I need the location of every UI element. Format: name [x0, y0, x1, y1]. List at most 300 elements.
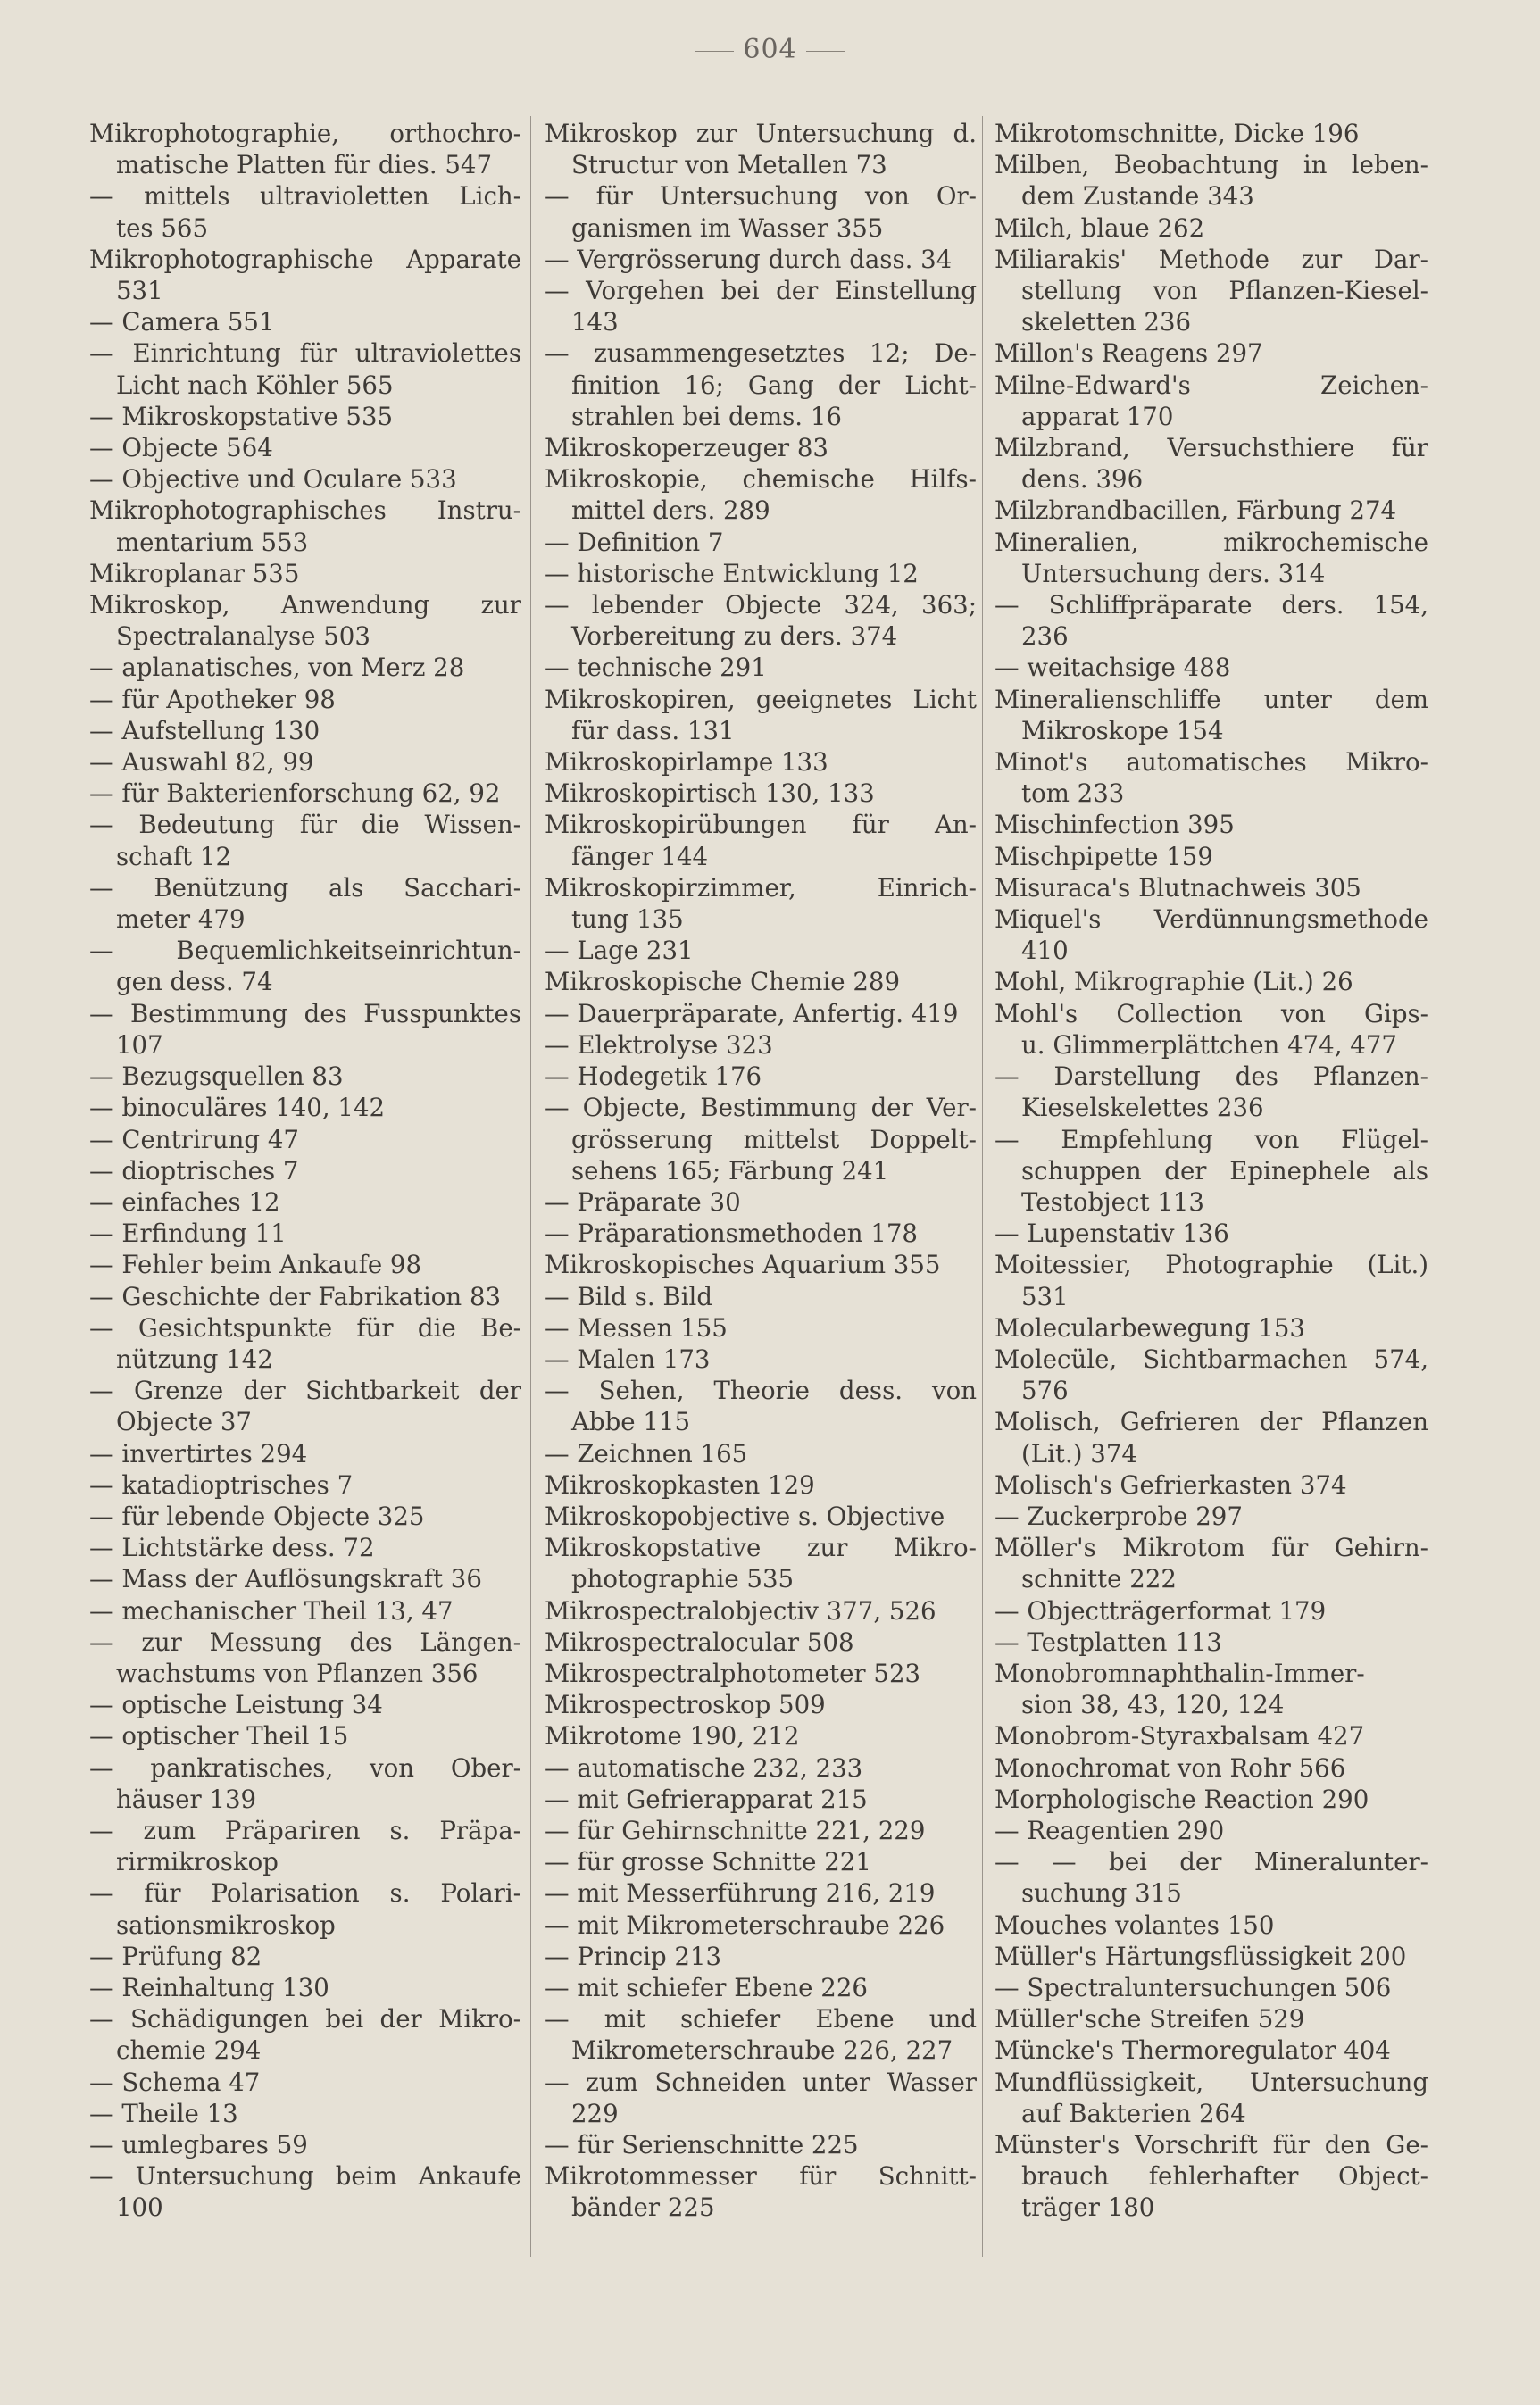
index-entry-line: Müller's Härtungsflüssigkeit 200: [995, 1941, 1407, 1971]
index-entry-line: — umlegbares 59: [89, 2130, 308, 2160]
index-entry: [89, 1312, 521, 1375]
index-entry-continuation: Licht nach Köhler 565: [116, 370, 394, 400]
index-entry-line: — pankratisches, von Ober-: [89, 1752, 521, 1783]
index-entry: [89, 1877, 521, 1940]
index-entry-continuation: gen dess. 74: [116, 967, 273, 997]
index-entry: [995, 244, 1428, 338]
index-entry-line: — Bequemlichkeitseinrichtun-: [89, 936, 521, 966]
index-entry-line: — optische Leistung 34: [89, 1690, 383, 1720]
index-entry-line: — Geschichte der Fabrikation 83: [89, 1281, 502, 1311]
index-entry-continuation: auf Bakterien 264: [1021, 2098, 1246, 2128]
index-entry-continuation: (Lit.) 374: [1021, 1438, 1137, 1469]
index-entry-continuation: träger 180: [1021, 2193, 1155, 2223]
index-entry: [995, 432, 1428, 495]
index-entry-line: — zusammengesetztes 12; De-: [545, 338, 977, 369]
index-entry-continuation: Vorbereitung zu ders. 374: [571, 621, 898, 652]
index-entry: [89, 872, 521, 935]
index-entry-line: Müncke's Thermoregulator 404: [995, 2035, 1391, 2066]
index-entry: [995, 1910, 1428, 1941]
index-entry: [995, 684, 1428, 746]
index-entry-continuation: rirmikroskop: [116, 1847, 279, 1877]
index-entry: [89, 684, 521, 715]
index-entry-continuation: meter 479: [116, 904, 246, 935]
index-entry: [545, 1910, 977, 1941]
index-entry-line: — Erfindung 11: [89, 1219, 287, 1249]
index-entry-line: — mittels ultravioletten Lich-: [89, 181, 521, 212]
index-entry-line: Milzbrandbacillen, Färbung 274: [995, 495, 1397, 526]
index-entry-line: — Objectträgerformat 179: [995, 1595, 1327, 1626]
index-entry: [545, 1627, 977, 1658]
index-entry: [545, 998, 977, 1029]
index-entry-continuation: nützung 142: [116, 1344, 273, 1374]
index-entry-line: Morphologische Reaction 290: [995, 1784, 1369, 1814]
index-entry-continuation: Kieselskelettes 236: [1021, 1093, 1264, 1123]
index-entry-line: — Testplatten 113: [995, 1627, 1222, 1657]
index-entry: [545, 2067, 977, 2129]
index-entry: [995, 370, 1428, 432]
index-entry: [995, 1501, 1428, 1532]
index-entry-continuation: Objecte 37: [116, 1407, 252, 1437]
index-entry-line: Miliarakis' Methode zur Dar-: [995, 244, 1428, 274]
index-entry-continuation: 410: [1021, 936, 1069, 966]
index-entry: [89, 1941, 521, 1972]
index-entry: [545, 746, 977, 778]
index-entry: [545, 275, 977, 337]
index-entry: [995, 1061, 1428, 1123]
index-entry: [545, 558, 977, 589]
index-entry-line: Misuraca's Blutnachweis 305: [995, 872, 1361, 903]
index-entry: [545, 684, 977, 746]
index-entry: [995, 1595, 1428, 1627]
index-entry-line: — Bestimmung des Fusspunktes: [89, 998, 521, 1028]
index-entry-line: — Bedeutung für die Wissen-: [89, 810, 521, 840]
index-entry-line: Mikroskopstative zur Mikro-: [545, 1533, 977, 1563]
index-entry-line: — Untersuchung beim Ankaufe: [89, 2161, 521, 2192]
index-entry: [89, 1155, 521, 1186]
index-entry-continuation: 531: [116, 276, 163, 306]
index-entry-line: Mikroplanar 535: [89, 558, 300, 588]
index-entry-line: — Objective und Oculare 533: [89, 464, 457, 495]
page-number-text: 604: [743, 34, 797, 65]
index-entry: [545, 1438, 977, 1469]
index-entry: [995, 998, 1428, 1061]
index-entry: [545, 1752, 977, 1784]
index-entry: [995, 1815, 1428, 1846]
index-entry: [995, 1658, 1428, 1720]
index-entry: [995, 1972, 1428, 2003]
index-entry-line: — mit schiefer Ebene und: [545, 2004, 977, 2035]
index-entry-line: — mit Messerführung 216, 219: [545, 1878, 936, 1909]
index-entry-line: — mit Gefrierapparat 215: [545, 1784, 868, 1814]
index-entry-line: — dioptrisches 7: [89, 1155, 299, 1186]
index-entry-line: Monobromnaphthalin-Immer-: [995, 1658, 1365, 1688]
index-entry: [89, 495, 521, 557]
index-entry-line: — Auswahl 82, 99: [89, 747, 314, 778]
index-entry-line: — invertirtes 294: [89, 1438, 308, 1469]
index-entry-line: Mikroskopirzimmer, Einrich-: [545, 872, 977, 903]
index-entry-line: Mikrospectralphotometer 523: [545, 1658, 921, 1688]
index-entry-continuation: 229: [571, 2098, 619, 2128]
index-entry-continuation: finition 16; Gang der Licht-: [571, 370, 977, 400]
index-entry-line: Molecularbewegung 153: [995, 1312, 1305, 1343]
index-entry-continuation: sationsmikroskop: [116, 1910, 336, 1940]
index-entry: [995, 809, 1428, 840]
index-entry-line: — Lage 231: [545, 936, 694, 966]
index-entry: [545, 1815, 977, 1846]
index-entry-line: Molisch, Gefrieren der Pflanzen: [995, 1407, 1428, 1437]
index-entry: [89, 935, 521, 997]
index-entry-line: Mischpipette 159: [995, 841, 1213, 871]
index-entry-line: — Präparate 30: [545, 1186, 741, 1217]
index-entry-line: — Reinhaltung 130: [89, 1972, 329, 2002]
index-entry: [995, 2003, 1428, 2035]
index-entry-line: Minot's automatisches Mikro-: [995, 747, 1428, 778]
index-entry-continuation: wachstums von Pflanzen 356: [116, 1658, 479, 1688]
index-entry: [89, 2129, 521, 2160]
index-entry-continuation: 531: [1021, 1281, 1069, 1311]
index-entry-line: Miquel's Verdünnungsmethode: [995, 904, 1428, 935]
index-entry-line: — Einrichtung für ultraviolettes: [89, 338, 521, 369]
index-entry: [89, 2098, 521, 2129]
index-entry-line: Mineralienschliffe unter dem: [995, 684, 1428, 714]
index-entry: [545, 1846, 977, 1877]
index-entry: [545, 1532, 977, 1594]
index-entry: [995, 1720, 1428, 1752]
index-entry: [995, 2129, 1428, 2224]
index-entry: [545, 1061, 977, 1092]
index-entry: [995, 118, 1428, 149]
index-entry: [995, 1941, 1428, 1972]
index-entry: [89, 998, 521, 1061]
index-entry: [995, 1312, 1428, 1344]
index-entry-line: — für Polarisation s. Polari-: [89, 1878, 521, 1909]
index-entry-line: Mikroskopiren, geeignetes Licht: [545, 684, 977, 714]
index-entry-line: — zum Präpariren s. Präpa-: [89, 1815, 521, 1845]
index-entry-line: — lebender Objecte 324, 363;: [545, 590, 977, 620]
index-entry-line: Mohl, Mikrographie (Lit.) 26: [995, 967, 1353, 997]
index-entry: [89, 1438, 521, 1469]
dash-left: [695, 51, 734, 52]
index-entry-continuation: schaft 12: [116, 841, 232, 871]
index-entry: [89, 2067, 521, 2098]
index-entry-continuation: Mikrometerschraube 226, 227: [571, 2035, 953, 2066]
index-entry: [545, 935, 977, 966]
index-entry-continuation: brauch fehlerhafter Object-: [1021, 2161, 1428, 2192]
index-entry-line: — automatische 232, 233: [545, 1752, 863, 1783]
index-entry: [545, 180, 977, 243]
index-entry-line: Monochromat von Rohr 566: [995, 1752, 1346, 1783]
index-entry-continuation: Testobject 113: [1021, 1186, 1204, 1217]
index-entry-line: — für lebende Objecte 325: [89, 1501, 425, 1531]
column-divider-1: [530, 116, 531, 2257]
index-entry: [995, 746, 1428, 809]
index-column-1: [89, 118, 521, 2260]
index-entry-continuation: 236: [1021, 621, 1069, 652]
index-entry: [545, 1375, 977, 1437]
index-entry-continuation: chemie 294: [116, 2035, 262, 2066]
index-entry-line: — Hodegetik 176: [545, 1061, 762, 1092]
index-entry: [545, 337, 977, 432]
index-entry: [545, 432, 977, 463]
index-entry: [89, 1689, 521, 1720]
index-entry-line: — Lupenstativ 136: [995, 1219, 1229, 1249]
index-entry: [995, 1249, 1428, 1311]
index-entry-continuation: dens. 396: [1021, 464, 1144, 495]
index-entry-line: Müller'sche Streifen 529: [995, 2004, 1305, 2035]
index-entry: [545, 1218, 977, 1249]
index-entry: [89, 1501, 521, 1532]
index-entry: [545, 1186, 977, 1218]
index-entry: [545, 589, 977, 652]
index-entry-continuation: u. Glimmerplättchen 474, 477: [1021, 1029, 1397, 1060]
index-entry: [995, 872, 1428, 903]
index-entry-line: Monobrom-Styraxbalsam 427: [995, 1721, 1365, 1752]
index-entry: [89, 1218, 521, 1249]
index-entry: [995, 841, 1428, 872]
index-entry: [545, 463, 977, 526]
index-entry: [545, 1029, 977, 1061]
index-entry: [545, 778, 977, 809]
index-entry-line: — für Bakterienforschung 62, 92: [89, 778, 501, 809]
index-entry-line: — historische Entwicklung 12: [545, 558, 919, 588]
index-entry-line: Mineralien, mikrochemische: [995, 527, 1428, 557]
index-entry: [89, 1563, 521, 1594]
index-entry-line: — Grenze der Sichtbarkeit der: [89, 1376, 521, 1406]
index-entry: [89, 180, 521, 243]
index-entry-line: Millon's Reagens 297: [995, 338, 1263, 369]
index-entry-line: — Darstellung des Pflanzen-: [995, 1061, 1428, 1092]
index-entry: [89, 809, 521, 871]
index-entry-line: — Zuckerprobe 297: [995, 1501, 1243, 1531]
index-entry-line: Mikroskopirtisch 130, 133: [545, 778, 875, 809]
index-entry: [995, 1344, 1428, 1406]
index-entry-line: — Empfehlung von Flügel-: [995, 1124, 1428, 1154]
index-entry: [545, 2003, 977, 2066]
index-entry-continuation: mentarium 553: [116, 527, 309, 557]
index-entry: [89, 1124, 521, 1155]
index-entry: [545, 2129, 977, 2160]
index-entry-line: Mikrotome 190, 212: [545, 1721, 800, 1752]
index-entry-line: — Lichtstärke dess. 72: [89, 1533, 375, 1563]
index-entry: [89, 1627, 521, 1689]
index-entry-line: — Prüfung 82: [89, 1941, 262, 1971]
index-entry-line: Moitessier, Photographie (Lit.): [995, 1250, 1428, 1280]
index-entry-line: Mikroskoperzeuger 83: [545, 433, 828, 463]
index-entry-continuation: photographie 535: [571, 1564, 795, 1594]
index-entry-line: Mikroskop, Anwendung zur: [89, 590, 521, 620]
index-entry-line: — für Serienschnitte 225: [545, 2130, 859, 2160]
index-entry: [995, 1124, 1428, 1219]
index-entry-line: — für Untersuchung von Or-: [545, 181, 977, 212]
index-entry-line: Mikroskopisches Aquarium 355: [545, 1250, 941, 1280]
index-entry-line: Mikrotomschnitte, Dicke 196: [995, 119, 1360, 148]
index-entry-line: Milben, Beobachtung in leben-: [995, 150, 1428, 180]
index-entry-line: — Schema 47: [89, 2067, 261, 2097]
index-entry-line: — binoculäres 140, 142: [89, 1093, 386, 1123]
index-entry-continuation: Mikroskope 154: [1021, 715, 1224, 745]
index-entry: [545, 1092, 977, 1186]
index-entry: [89, 1815, 521, 1877]
index-entry-line: — Aufstellung 130: [89, 715, 320, 745]
index-entry-line: — Gesichtspunkte für die Be-: [89, 1312, 521, 1343]
index-entry-continuation: stellung von Pflanzen-Kiesel-: [1021, 276, 1428, 306]
index-entry-continuation: sion 38, 43, 120, 124: [1021, 1690, 1285, 1720]
index-entry-continuation: Spectralanalyse 503: [116, 621, 370, 652]
index-entry-continuation: apparat 170: [1021, 401, 1174, 431]
index-entry: [545, 118, 977, 180]
index-entry-continuation: ganismen im Wasser 355: [571, 212, 884, 243]
index-entry-line: Milne-Edward's Zeichen-: [995, 370, 1428, 400]
index-entry: [545, 1877, 977, 1909]
index-entry: [995, 1752, 1428, 1784]
index-entry-line: Molisch's Gefrierkasten 374: [995, 1469, 1347, 1500]
index-entry: [995, 903, 1428, 966]
index-entry: [545, 1469, 977, 1501]
index-entry-continuation: tes 565: [116, 212, 209, 243]
index-entry-line: — Messen 155: [545, 1312, 728, 1343]
index-entry: [995, 1406, 1428, 1469]
index-entry-line: Mikrophotographie, orthochro-: [89, 119, 521, 148]
dash-right: [806, 51, 845, 52]
index-entry-continuation: mittel ders. 289: [571, 495, 770, 526]
index-entry-line: — katadioptrisches 7: [89, 1469, 354, 1500]
index-entry: [89, 652, 521, 683]
index-entry: [545, 1281, 977, 1312]
index-entry: [995, 1532, 1428, 1594]
index-entry: [995, 652, 1428, 683]
column-divider-2: [982, 116, 983, 2257]
index-entry-continuation: 576: [1021, 1376, 1069, 1406]
index-entry-line: — aplanatisches, von Merz 28: [89, 653, 465, 683]
index-entry: [545, 1658, 977, 1689]
index-entry: [995, 2067, 1428, 2129]
index-entry: [545, 1941, 977, 1972]
index-entry-line: — Zeichnen 165: [545, 1438, 748, 1469]
index-entry-line: Möller's Mikrotom für Gehirn-: [995, 1533, 1428, 1563]
index-entry-continuation: Structur von Metallen 73: [571, 150, 887, 180]
index-entry: [545, 1344, 977, 1375]
index-entry-line: Milch, blaue 262: [995, 212, 1205, 243]
page-number: [0, 34, 1540, 65]
index-entry-line: — Bezugsquellen 83: [89, 1061, 344, 1092]
index-entry: [89, 2003, 521, 2066]
index-entry: [545, 652, 977, 683]
index-entry-continuation: sehens 165; Färbung 241: [571, 1155, 889, 1186]
index-entry: [995, 1784, 1428, 1815]
index-entry-line: — Fehler beim Ankaufe 98: [89, 1250, 422, 1280]
index-entry-line: — Vorgehen bei der Einstellung: [545, 276, 977, 306]
index-entry-line: — Bild s. Bild: [545, 1281, 713, 1311]
index-entry-line: — mit schiefer Ebene 226: [545, 1972, 868, 2002]
index-entry: [545, 809, 977, 871]
index-entry-line: — optischer Theil 15: [89, 1721, 349, 1752]
index-entry: [89, 589, 521, 652]
index-entry-continuation: dem Zustande 343: [1021, 181, 1254, 212]
index-entry-continuation: Abbe 115: [571, 1407, 691, 1437]
index-entry-continuation: tom 233: [1021, 778, 1125, 809]
index-column-2: [545, 118, 977, 2260]
index-entry-line: Mischinfection 395: [995, 810, 1235, 840]
index-entry-line: Mikrospectralobjectiv 377, 526: [545, 1595, 936, 1626]
index-entry-line: — Definition 7: [545, 527, 724, 557]
index-entry: [995, 589, 1428, 652]
index-entry-line: — mit Mikrometerschraube 226: [545, 1910, 945, 1940]
index-entry-line: — für grosse Schnitte 221: [545, 1847, 871, 1877]
index-entry-continuation: grösserung mittelst Doppelt-: [571, 1124, 977, 1154]
index-entry: [545, 1689, 977, 1720]
index-entry-line: Mikrospectroskop 509: [545, 1690, 826, 1720]
index-entry: [89, 778, 521, 809]
index-entry: [89, 2160, 521, 2223]
index-entry: [89, 118, 521, 180]
index-entry-continuation: tung 135: [571, 904, 684, 935]
index-entry-line: — Malen 173: [545, 1344, 711, 1374]
index-entry-line: Mikrophotographische Apparate: [89, 244, 521, 274]
index-entry-line: — Mikroskopstative 535: [89, 401, 394, 431]
index-entry-continuation: 100: [116, 2193, 163, 2223]
index-entry-line: Mohl's Collection von Gips-: [995, 998, 1428, 1028]
index-entry: [995, 2035, 1428, 2066]
index-entry: [995, 495, 1428, 526]
index-entry-line: Milzbrand, Versuchsthiere für: [995, 433, 1428, 463]
index-entry: [995, 149, 1428, 212]
index-entry-line: — weitachsige 488: [995, 653, 1231, 683]
index-entry-continuation: schuppen der Epinephele als: [1021, 1155, 1428, 1186]
index-entry-line: — Centrirung 47: [89, 1124, 299, 1154]
index-entry: [89, 1092, 521, 1123]
index-entry-line: — Dauerpräparate, Anfertig. 419: [545, 998, 959, 1028]
index-entry-line: — technische 291: [545, 653, 767, 683]
index-entry: [545, 872, 977, 935]
index-entry-line: — zum Schneiden unter Wasser: [545, 2067, 977, 2097]
index-entry-continuation: schnitte 222: [1021, 1564, 1177, 1594]
index-entry: [995, 212, 1428, 244]
index-entry-continuation: für dass. 131: [571, 715, 735, 745]
index-entry-line: — Schliffpräparate ders. 154,: [995, 590, 1428, 620]
index-entry: [89, 306, 521, 337]
index-entry: [89, 244, 521, 306]
index-entry-line: Mouches volantes 150: [995, 1910, 1275, 1940]
index-entry-line: Mundflüssigkeit, Untersuchung: [995, 2067, 1428, 2097]
index-entry: [89, 558, 521, 589]
index-entry: [545, 1972, 977, 2003]
index-entry: [89, 1061, 521, 1092]
index-entry: [89, 463, 521, 495]
index-entry-continuation: häuser 139: [116, 1784, 257, 1814]
index-entry-continuation: matische Platten für dies. 547: [116, 150, 493, 180]
index-entry-continuation: Untersuchung ders. 314: [1021, 558, 1326, 588]
index-entry: [89, 715, 521, 746]
index-entry-line: Mikroskop zur Untersuchung d.: [545, 119, 977, 148]
index-entry-continuation: fänger 144: [571, 841, 709, 871]
index-entry: [545, 1312, 977, 1344]
index-entry: [89, 1532, 521, 1563]
index-entry-line: — Reagentien 290: [995, 1815, 1225, 1845]
index-entry: [89, 1720, 521, 1752]
index-entry: [89, 337, 521, 400]
index-entry-line: — Schädigungen bei der Mikro-: [89, 2004, 521, 2035]
index-entry-line: — für Apotheker 98: [89, 684, 336, 714]
index-entry: [995, 1218, 1428, 1249]
index-entry-continuation: skeletten 236: [1021, 307, 1192, 337]
index-entry: [545, 1501, 977, 1532]
index-entry: [545, 2160, 977, 2223]
index-entry: [995, 966, 1428, 997]
index-entry: [545, 244, 977, 275]
index-entry-line: — Objecte 564: [89, 433, 273, 463]
index-entry-line: Mikroskopische Chemie 289: [545, 967, 901, 997]
index-entry-line: — Princip 213: [545, 1941, 722, 1971]
